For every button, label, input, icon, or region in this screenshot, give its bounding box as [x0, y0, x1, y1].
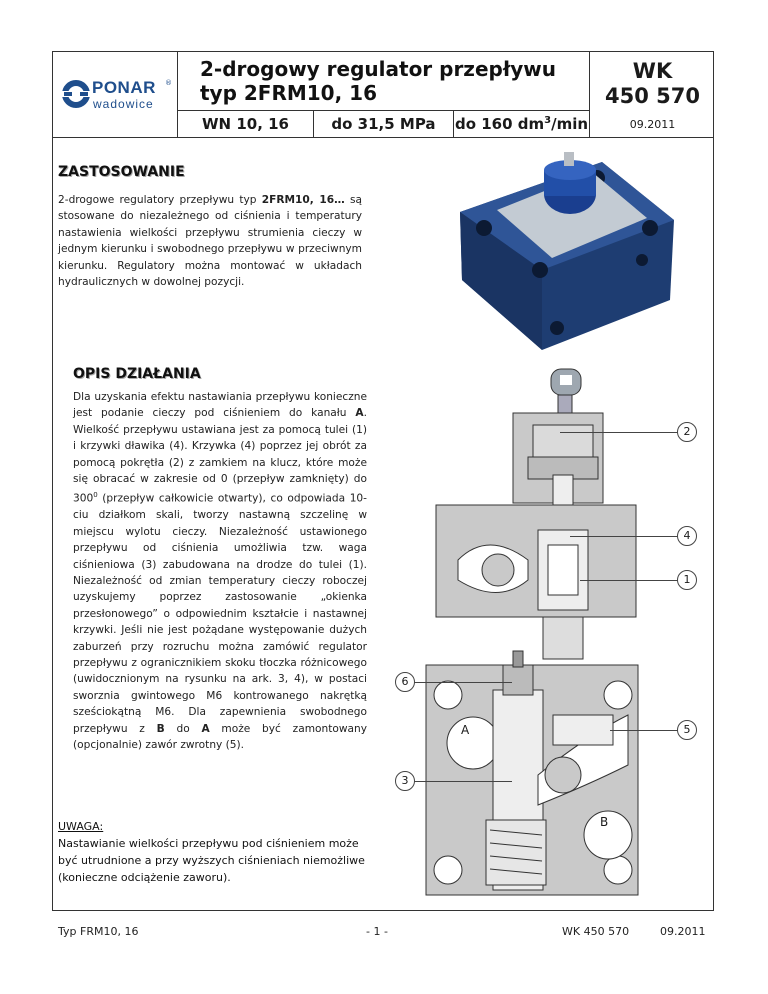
- footer-doc: WK 450 570: [562, 925, 630, 938]
- callout-1: 1: [677, 570, 697, 590]
- callout-5: 5: [677, 720, 697, 740]
- callout-3: 3: [395, 771, 415, 791]
- warning-text: Nastawianie wielkości przepływu pod ciśnieniem może być utrudnione a przy wyższych ciśnieniach niemożliwe (konieczne odciążenie zaworu).: [58, 837, 365, 884]
- opis-text: [73, 389, 367, 753]
- title-line-2: typ 2FRM10, 16: [200, 81, 377, 105]
- footer-page: - 1 -: [366, 925, 388, 938]
- callout-6: 6: [395, 672, 415, 692]
- opis-degree-sup: 0: [93, 491, 98, 500]
- registered-mark: ®: [165, 79, 172, 87]
- zast-text-post: są stosowane do niezależnego od ciśnienia i temperatury nastawienia wielkości przepływu strumienia cieczy w jednym kierunku i swobodnego przepływu w przeciwnym kierunku. Regulatory można montować w układach hydraulicznych w dowolnej pozycji.: [58, 194, 362, 289]
- callout-line-1: [580, 580, 678, 581]
- brand-city: wadowice: [93, 97, 154, 111]
- title-line-1: 2-drogowy regulator przepływu: [200, 57, 557, 81]
- callout-line-4: [570, 536, 678, 537]
- zastosowanie-text: [58, 192, 362, 290]
- warning-label: UWAGA:: [58, 820, 104, 833]
- section-heading-zastosowanie: ZASTOSOWANIE: [58, 164, 185, 180]
- opis-part-3: (przepływ całkowicie otwarty), co odpowiada 10-ciu działkom skali, tworzy nastawną szczelinę w miejscu wylotu cieczy. Niezależność ustawionego przepływu od ciśnienia umożliwia tzw. waga ciśnieniowa (3) zabudowana na drodze do tulei (1). Niezależność od zmian temperatury cieczy roboczej uzyskujemy poprzez zastosowanie „okienka przesłonowego” o odpowiednim kształcie i nastawnej krzywki. Jeśli nie jest pożądane występowanie dużych zaburzeń przy rozruchu można zamówić regulator przepływu z ogranicznikiem skoku tłoczka różnicowego (uwidocznionym na rysunku na ark. 3, 4), w postaci sworznia gwintowego M6 kontrowanego nakrętką sześciokątną M6. Dla zapewnienia swobodnego przepływu z: [73, 492, 367, 735]
- catalog-code: 450 570: [605, 84, 700, 108]
- brand-name: PONAR: [92, 78, 156, 97]
- opis-bold-port-a-2: A: [201, 722, 210, 735]
- callout-line-3: [412, 781, 512, 782]
- opis-part-2: . Wielkość przepływu ustawiana jest za pomocą tulei (1) i krzywki dławika (4). Krzywka (4) poprzez jej obrót za pomocą pokrętła (2) z zamkiem na klucz, które może się obracać w zakresie od 0 (przepływ zamknięty) do 300: [73, 407, 367, 505]
- port-label-a: A: [461, 723, 470, 737]
- callout-2: 2: [677, 422, 697, 442]
- spec-pressure: do 31,5 MPa: [331, 115, 436, 133]
- opis-part-3-mid: do: [164, 722, 202, 735]
- warning-note: [58, 818, 378, 886]
- zast-text-bold: 2FRM10, 16…: [261, 194, 345, 206]
- opis-part-3-end: może być zamontowany (opcjonalnie) zawór zwrotny (5).: [73, 722, 367, 752]
- spec-flow-sup: 3: [544, 115, 552, 126]
- opis-bold-port-a: A: [355, 407, 364, 420]
- zast-text-pre: 2-drogowe regulatory przepływu typ: [58, 194, 262, 206]
- section-drawing: [418, 365, 648, 905]
- section-heading-opis: OPIS DZIAŁANIA: [73, 366, 201, 382]
- opis-part-1: Dla uzyskania efektu nastawiania przepływu konieczne jest podanie cieczy pod ciśnieniem do kanału: [73, 391, 367, 420]
- callout-line-5: [610, 730, 678, 731]
- header-date: 09.2011: [629, 118, 676, 131]
- callout-line-6: [412, 682, 512, 683]
- opis-bold-port-b: B: [156, 722, 165, 735]
- footer-date: 09.2011: [660, 925, 706, 938]
- product-photo: [452, 150, 677, 355]
- spec-flow-unit: /min: [551, 115, 589, 133]
- footer-type: Typ FRM10, 16: [58, 925, 139, 938]
- port-label-b: B: [600, 815, 609, 829]
- callout-4: 4: [677, 526, 697, 546]
- catalog-prefix: WK: [632, 59, 673, 83]
- callout-line-2: [560, 432, 678, 433]
- spec-size: WN 10, 16: [202, 115, 289, 133]
- spec-flow-value: do 160 dm: [454, 115, 545, 133]
